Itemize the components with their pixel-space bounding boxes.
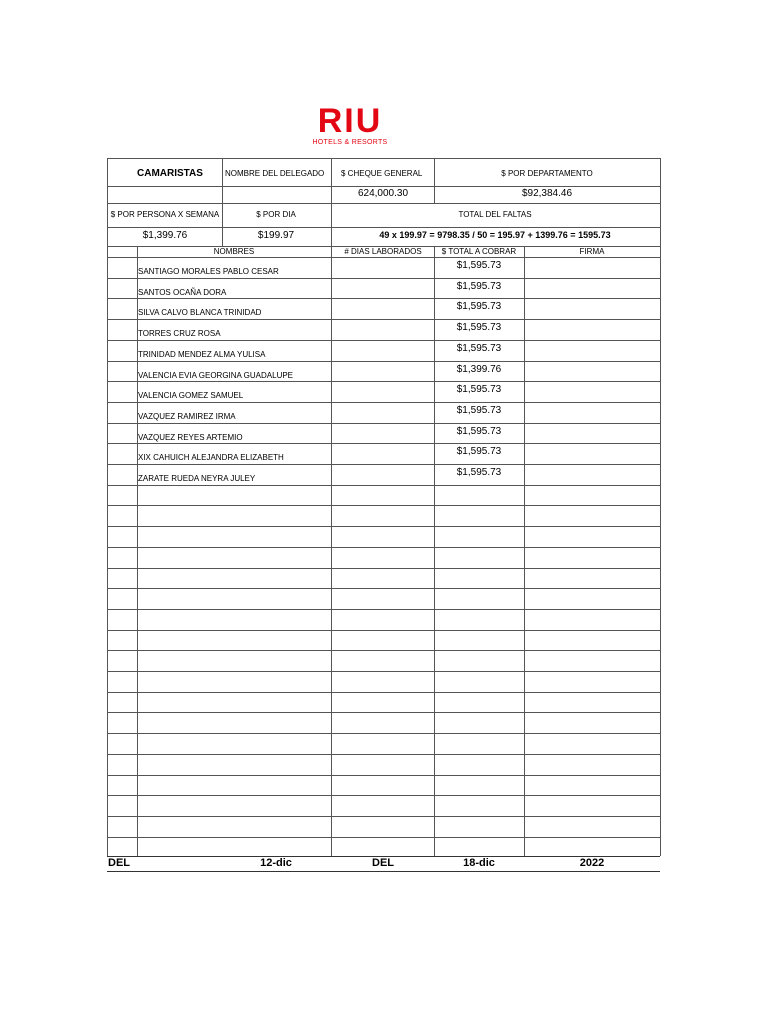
riu-logo: [300, 104, 400, 146]
col-firma: FIRMA: [579, 247, 605, 256]
employee-name: TRINIDAD MENDEZ ALMA YULISA: [138, 349, 266, 359]
cheque-general-label: $ CHEQUE GENERAL: [341, 169, 423, 178]
grid-line: [107, 402, 660, 403]
grid-line: [107, 588, 660, 589]
grid-line: [331, 158, 332, 203]
por-dia-label: $ POR DIA: [256, 210, 296, 219]
grid-line: [107, 837, 660, 838]
employee-total: $1,595.73: [456, 467, 502, 478]
grid-line: [107, 464, 660, 465]
grid-line: [107, 671, 660, 672]
grid-line: [107, 443, 660, 444]
employee-total: $1,595.73: [456, 260, 502, 271]
employee-total: $1,595.73: [456, 384, 502, 396]
grid-line: [107, 547, 660, 548]
employee-total: $1,399.76: [456, 363, 502, 375]
footer-del-2: DEL: [372, 857, 394, 869]
grid-line: [331, 203, 332, 246]
persona-semana-value: $1,399.76: [142, 230, 188, 241]
faltas-formula: 49 x 199.97 = 9798.35 / 50 = 195.97 + 1399.76 = 1595.73: [379, 230, 611, 240]
employee-total: $1,595.73: [456, 301, 502, 313]
col-dias-laborados: # DIAS LABORADOS: [344, 247, 422, 256]
logo-tagline: HOTELS & RESORTS: [312, 139, 388, 146]
employee-total: $1,595.73: [456, 342, 502, 354]
cheque-general-value: 624,000.30: [357, 188, 409, 199]
grid-line: [524, 246, 525, 856]
grid-line: [107, 203, 660, 204]
grid-line: [107, 485, 660, 486]
grid-line: [107, 257, 660, 258]
grid-line: [107, 227, 660, 228]
grid-line: [434, 246, 435, 856]
grid-line: [434, 158, 435, 203]
employee-name: VALENCIA EVIA GEORGINA GUADALUPE: [138, 370, 294, 380]
employee-name: VAZQUEZ RAMIREZ IRMA: [138, 411, 236, 421]
employee-name: SILVA CALVO BLANCA TRINIDAD: [138, 308, 262, 318]
grid-line: [107, 340, 660, 341]
employee-name: VAZQUEZ REYES ARTEMIO: [138, 432, 243, 442]
grid-line: [107, 795, 660, 796]
grid-line: [107, 423, 660, 424]
employee-total: $1,595.73: [456, 322, 502, 334]
grid-line: [107, 754, 660, 755]
grid-line: [107, 630, 660, 631]
departamento-label: $ POR DEPARTAMENTO: [501, 169, 593, 178]
camaristas-label: CAMARISTAS: [137, 168, 203, 179]
persona-semana-label: $ POR PERSONA X SEMANA: [110, 210, 220, 219]
employee-name: XIX CAHUICH ALEJANDRA ELIZABETH: [138, 453, 284, 463]
grid-line: [107, 186, 660, 187]
footer-date-start: 12-dic: [260, 857, 292, 869]
grid-line: [107, 712, 660, 713]
employee-name: ZARATE RUEDA NEYRA JULEY: [138, 474, 256, 483]
grid-line: [222, 158, 223, 246]
grid-line: [660, 158, 661, 856]
footer-del-1: DEL: [108, 857, 130, 869]
delegado-label: NOMBRE DEL DELEGADO: [225, 169, 325, 178]
grid-line: [107, 568, 660, 569]
grid-line: [107, 158, 108, 856]
employee-name: SANTIAGO MORALES PABLO CESAR: [138, 267, 279, 276]
grid-line: [107, 319, 660, 320]
grid-line: [107, 278, 660, 279]
por-dia-value: $199.97: [257, 230, 295, 241]
logo-brand: RIU: [317, 102, 383, 140]
grid-line: [107, 158, 660, 159]
grid-line: [107, 775, 660, 776]
employee-name: TORRES CRUZ ROSA: [138, 329, 221, 339]
grid-line: [107, 871, 660, 872]
footer-date-end: 18-dic: [463, 857, 495, 869]
grid-line: [107, 361, 660, 362]
footer-year: 2022: [579, 857, 605, 869]
grid-line: [107, 505, 660, 506]
grid-line: [107, 298, 660, 299]
employee-name: SANTOS OCAÑA DORA: [138, 287, 227, 297]
grid-line: [107, 609, 660, 610]
grid-line: [107, 733, 660, 734]
grid-line: [107, 650, 660, 651]
col-nombres: NOMBRES: [213, 247, 255, 256]
total-faltas-label: TOTAL DEL FALTAS: [458, 210, 532, 219]
grid-line: [107, 526, 660, 527]
col-total-cobrar: $ TOTAL A COBRAR: [441, 247, 517, 256]
employee-total: $1,595.73: [456, 425, 502, 437]
employee-name: VALENCIA GOMEZ SAMUEL: [138, 391, 244, 401]
departamento-value: $92,384.46: [521, 188, 573, 199]
employee-total: $1,595.73: [456, 280, 502, 292]
employee-total: $1,595.73: [456, 446, 502, 458]
grid-line: [107, 381, 660, 382]
employee-total: $1,595.73: [456, 404, 502, 416]
grid-line: [331, 246, 332, 856]
grid-line: [107, 692, 660, 693]
grid-line: [107, 816, 660, 817]
